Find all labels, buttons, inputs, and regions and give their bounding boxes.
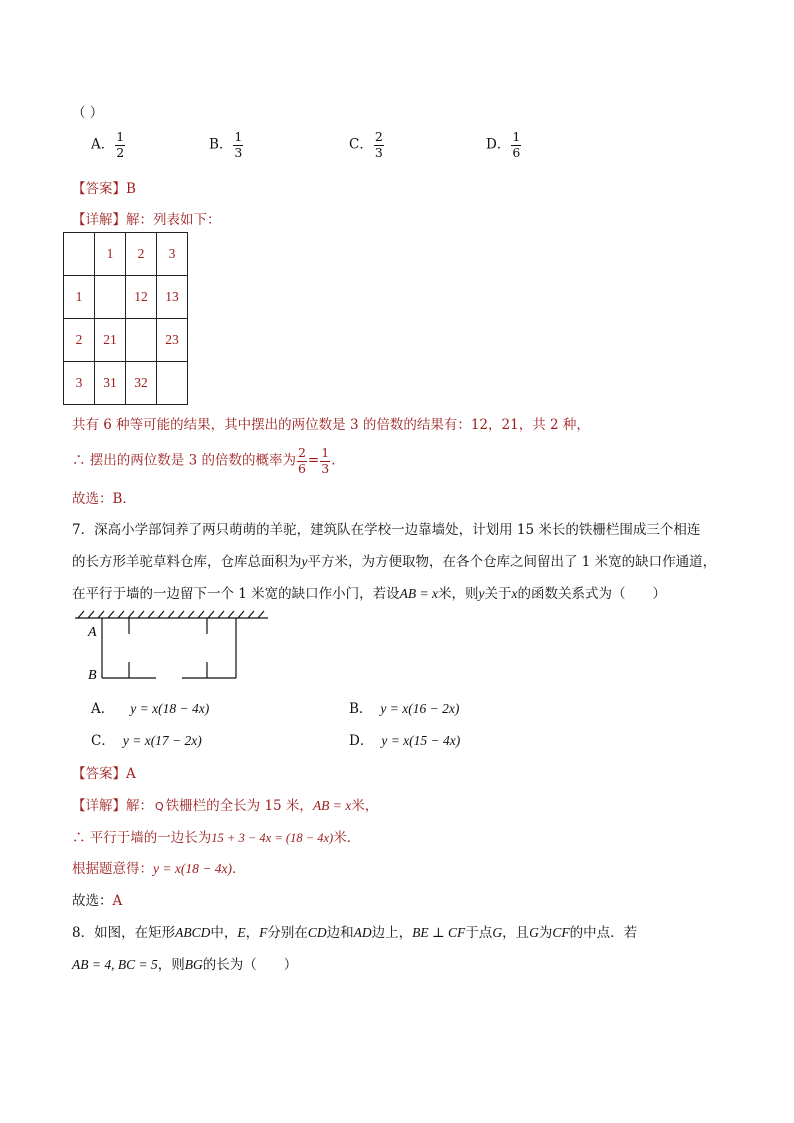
option-expr: y = x(15 − 4x)	[381, 733, 461, 748]
option-label: B．	[209, 136, 233, 153]
q6-option-d[interactable]	[486, 131, 522, 159]
table-cell: 12	[126, 276, 157, 319]
option-expr: y = x(18 − 4x)	[130, 701, 210, 716]
text-span: 平方米，为方便取物，在各个仓库之间留出了 1 米宽的缺口作通道，	[307, 554, 717, 570]
text-span: 的中点．若	[569, 925, 638, 941]
option-label: A．	[91, 136, 115, 153]
text-span: 为	[538, 925, 553, 941]
answer-tag: 【答案】	[72, 766, 126, 782]
outcome-table	[63, 232, 188, 405]
text-span: ，	[245, 925, 260, 941]
table-cell: 31	[95, 362, 126, 405]
table-cell	[126, 319, 157, 362]
option-expr: y = x(17 − 2x)	[122, 733, 202, 748]
option-fraction: $\frac{1}{6}$	[512, 129, 521, 160]
q7-option-a[interactable]	[91, 697, 209, 717]
point-label-a: A	[88, 625, 97, 640]
text-span: 在平行于墙的一边留下一个 1 米宽的缺口作小门，若设	[72, 586, 400, 602]
expr-be-perp-cf: BE ⊥ CF	[412, 925, 466, 940]
table-cell: 1	[95, 233, 126, 276]
wall-hatching	[78, 611, 264, 618]
q6-option-b[interactable]	[209, 131, 244, 159]
text-span: 中，	[210, 925, 238, 941]
q6-choose: 故选：B．	[72, 491, 136, 507]
q6-paren: （ ）	[72, 105, 104, 121]
option-fraction: $\frac{2}{3}$	[374, 129, 383, 160]
q7-detail-line2	[72, 826, 360, 846]
q7-option-b[interactable]	[349, 697, 459, 717]
q7-stem-line1: 7．深高小学部饲养了两只萌萌的羊驼，建筑队在学校一边靠墙处，计划用 15 米长的铁栅栏围成三个相连	[72, 522, 701, 538]
text-span: 解：	[126, 798, 153, 814]
expr-function: y = x(18 − 4x)	[153, 861, 232, 876]
table-cell	[95, 276, 126, 319]
var-cd: CD	[307, 925, 327, 940]
expr-length: 15 + 3 − 4x = (18 − 4x)	[211, 831, 334, 845]
q7-stem-line2	[72, 550, 716, 570]
detail-intro: 解：列表如下：	[126, 212, 221, 228]
text-span: 8．如图，在矩形	[72, 925, 176, 941]
var-g: G	[529, 925, 539, 940]
table-cell: 23	[157, 319, 188, 362]
q7-option-d[interactable]	[349, 729, 460, 749]
q6-solution-line2	[72, 447, 335, 475]
q6-detail	[72, 208, 221, 228]
text-span: 的函数关系式为（ ）	[517, 586, 667, 602]
var-x: x	[511, 586, 518, 601]
table-cell: 2	[126, 233, 157, 276]
table-cell	[157, 362, 188, 405]
text-span: 米，	[351, 798, 379, 814]
text-span: 铁栅栏的全长为 15 米，	[165, 798, 313, 814]
table-cell	[64, 233, 95, 276]
q7-detail-line3	[72, 857, 245, 877]
expr-ab-bc: AB = 4, BC = 5	[72, 957, 158, 972]
expr-ab-x: AB = x	[312, 798, 352, 813]
table-cell: 32	[126, 362, 157, 405]
option-fraction: $\frac{1}{3}$	[234, 129, 243, 160]
option-label: A．	[91, 701, 115, 717]
fraction-1-3: $\frac{1}{3}$	[321, 445, 330, 476]
expr-ab-x: AB = x	[399, 586, 439, 601]
table-cell: 1	[64, 276, 95, 319]
q8-stem-line2	[72, 953, 297, 973]
option-label: C．	[91, 733, 115, 749]
q8-stem-line1	[72, 921, 637, 941]
q7-stem-line3	[72, 582, 666, 602]
option-label: D．	[349, 733, 374, 749]
text-span: ∴ 平行于墙的一边长为	[72, 830, 212, 846]
var-cf: CF	[552, 925, 570, 940]
answer-value: A	[126, 766, 136, 782]
text-span: ，且	[502, 925, 530, 941]
equals-sign: =	[307, 452, 320, 469]
text-span: 边和	[326, 925, 354, 941]
table-cell: 2	[64, 319, 95, 362]
q6-option-a[interactable]	[91, 131, 126, 159]
q7-answer	[72, 762, 136, 782]
var-y: y	[478, 586, 485, 601]
text-span: 的长方形羊驼草料仓库，仓库总面积为	[72, 554, 302, 570]
q6-option-c[interactable]	[349, 131, 385, 159]
fraction-2-6: $\frac{2}{6}$	[297, 445, 306, 476]
text-span: 故选：	[72, 893, 113, 909]
option-label: C．	[349, 136, 373, 153]
var-e: E	[237, 925, 246, 940]
option-fraction: $\frac{1}{2}$	[116, 129, 125, 160]
var-bg: BG	[184, 957, 203, 972]
point-label-b: B	[88, 668, 97, 683]
var-g: G	[492, 925, 503, 940]
q6-solution-line1: 共有 6 种等可能的结果，其中摆出的两位数是 3 的倍数的结果有：12，21，共 2 种，	[72, 417, 590, 433]
because-symbol: Q	[155, 800, 164, 813]
option-label: D．	[486, 136, 511, 153]
text-span: 的长为（ ）	[202, 957, 298, 973]
table-row	[64, 233, 188, 276]
table-cell: 3	[64, 362, 95, 405]
text-span: ∴ 摆出的两位数是 3 的倍数的概率为	[72, 452, 296, 469]
text-span: 分别在	[267, 925, 308, 941]
text-span: 根据题意得：	[72, 861, 153, 877]
text-span: 于点	[465, 925, 493, 941]
var-abcd: ABCD	[175, 925, 211, 940]
table-row	[64, 319, 188, 362]
q7-choose	[72, 889, 122, 909]
text-span: 米，则	[438, 586, 479, 602]
q6-answer	[72, 177, 136, 197]
text-span: ，则	[157, 957, 185, 973]
option-label: B．	[349, 701, 373, 717]
answer-tag: 【答案】	[72, 181, 126, 197]
warehouse-diagram	[70, 606, 280, 686]
var-y: y	[301, 554, 308, 569]
table-cell: 21	[95, 319, 126, 362]
option-expr: y = x(16 − 2x)	[380, 701, 460, 716]
table-cell: 13	[157, 276, 188, 319]
table-row	[64, 276, 188, 319]
text-span: 米．	[333, 830, 361, 846]
table-cell: 3	[157, 233, 188, 276]
period: .	[331, 452, 336, 469]
detail-tag: 【详解】	[72, 798, 126, 814]
var-f: F	[259, 925, 268, 940]
choose-value: A	[112, 893, 123, 909]
q7-option-c[interactable]	[91, 729, 202, 749]
answer-value: B	[126, 181, 136, 197]
table-row	[64, 362, 188, 405]
text-span: 边上，	[371, 925, 413, 941]
q7-detail-line1	[72, 794, 378, 814]
text-span: ．	[231, 861, 246, 877]
text-span: 关于	[484, 586, 512, 602]
var-ad: AD	[353, 925, 372, 940]
detail-tag: 【详解】	[72, 212, 126, 228]
